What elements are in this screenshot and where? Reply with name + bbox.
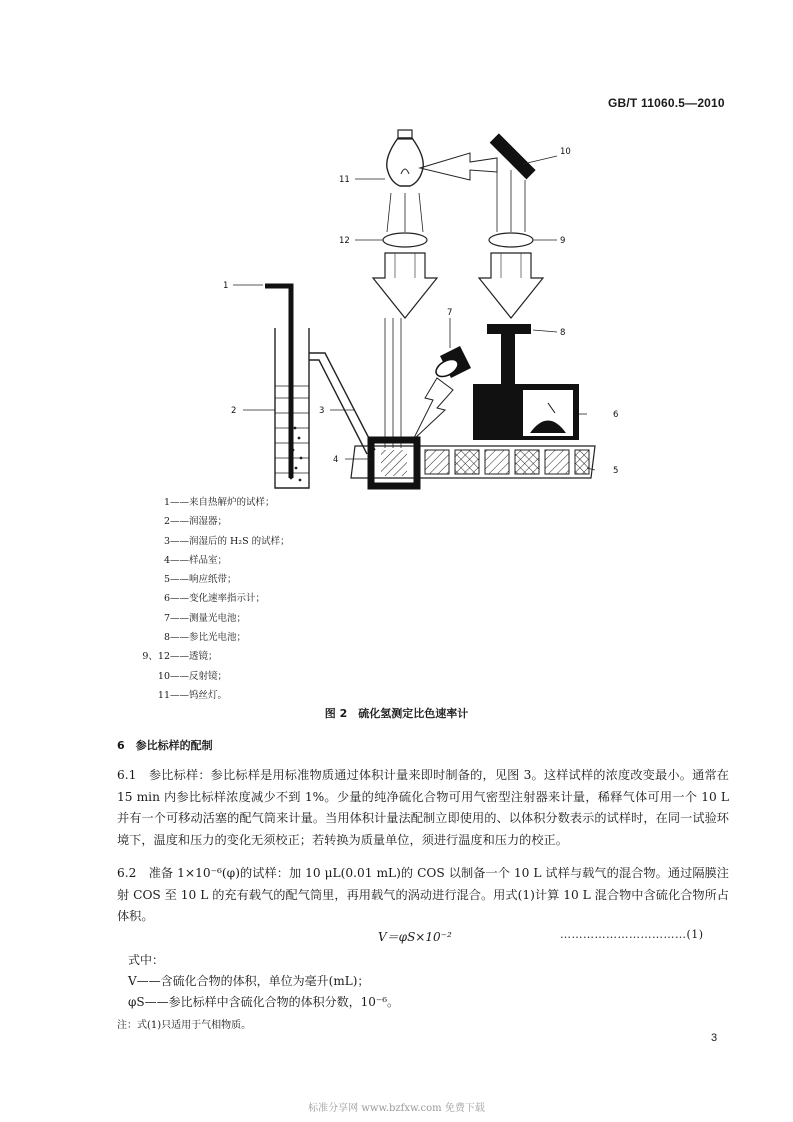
paragraph-6-1: 6.1 参比标样：参比标样是用标准物质通过体积计量来即时制备的，见图 3。这样试样的浓度改变最小。通常在 15 min 内参比标样浓度减少不到 1%。少量的纯净硫化合物可用气密型注射器来计量，稀释气体可用一个 10 L 并有一个可移动活塞的配气筒来计量。当用体积计量法配制立即使用的、以体积分数表示的试样时，在同一试验环境下，温度和压力的变化无须校正；若转换为质量单位，须进行温度和压力的校正。: [117, 768, 729, 848]
where-item: V——含硫化合物的体积，单位为毫升(mL)；: [128, 974, 370, 988]
legend-item: 7——测量光电池；: [163, 612, 247, 624]
label-6: 6: [613, 410, 619, 420]
formula-where: [128, 950, 399, 1013]
formula-number: ……………………………(1): [560, 928, 704, 941]
rate-indicator: [473, 384, 579, 440]
colorimetric-rate-meter-diagram: [215, 128, 635, 498]
page-number: 3: [711, 1032, 718, 1044]
legend-item: 8——参比光电池；: [163, 632, 247, 644]
label-9: 9: [560, 236, 566, 246]
label-1: 1: [223, 281, 229, 291]
where-intro: 式中：: [128, 953, 165, 967]
measuring-photocell: [413, 346, 471, 440]
legend-item: 9、12——透镜；: [142, 651, 218, 663]
label-5: 5: [613, 466, 619, 476]
label-12: 12: [339, 236, 350, 246]
label-3: 3: [319, 406, 325, 416]
legend-item: 4——样品室；: [163, 554, 228, 566]
legend-item: 11——钨丝灯。: [157, 689, 228, 701]
figure-legend: [138, 493, 290, 705]
label-2: 2: [231, 406, 237, 416]
lens-9: [489, 233, 533, 247]
where-item: φS——参比标样中含硫化合物的体积分数，10⁻⁶。: [128, 995, 400, 1009]
footer-watermark: 标准分享网 www.bzfxw.com 免费下载: [308, 1103, 485, 1114]
legend-item: 6——变化速率指示计；: [163, 593, 266, 605]
lens-12: [383, 233, 427, 247]
legend-item: 10——反射镜；: [157, 670, 228, 682]
figure-caption: 图 2 硫化氢测定比色速率计: [324, 707, 469, 720]
sample-chamber: [371, 440, 417, 486]
label-11: 11: [339, 175, 350, 185]
label-4: 4: [333, 455, 339, 465]
section-title: 6 参比标样的配制: [117, 739, 213, 752]
label-7: 7: [447, 308, 453, 318]
legend-item: 5——响应纸带；: [163, 574, 237, 586]
label-10: 10: [560, 147, 571, 157]
tungsten-lamp: [387, 130, 424, 186]
reference-photocell: [487, 324, 531, 384]
legend-item: 1——来自热解炉的试样；: [163, 497, 275, 508]
label-8: 8: [560, 328, 566, 338]
note: 注：式(1)只适用于气相物质。: [117, 1020, 252, 1031]
legend-item: 3——润湿后的 H₂S 的试样；: [163, 535, 290, 547]
paragraph-6-2: 6.2 准备 1×10⁻⁶(φ)的试样：加 10 μL(0.01 mL)的 COS 以制备一个 10 L 试样与载气的混合物。通过隔膜注射 COS 至 10 L 的充有载气的配气筒里，再用载气的涡动进行混合。用式(1)计算 10 L 混合物中含硫化合物所占体积。: [117, 866, 729, 924]
standard-code: GB/T 11060.5—2010: [608, 96, 725, 110]
legend-item: 2——润湿器；: [163, 516, 228, 528]
formula-expression: V＝φS×10⁻²: [378, 930, 452, 944]
